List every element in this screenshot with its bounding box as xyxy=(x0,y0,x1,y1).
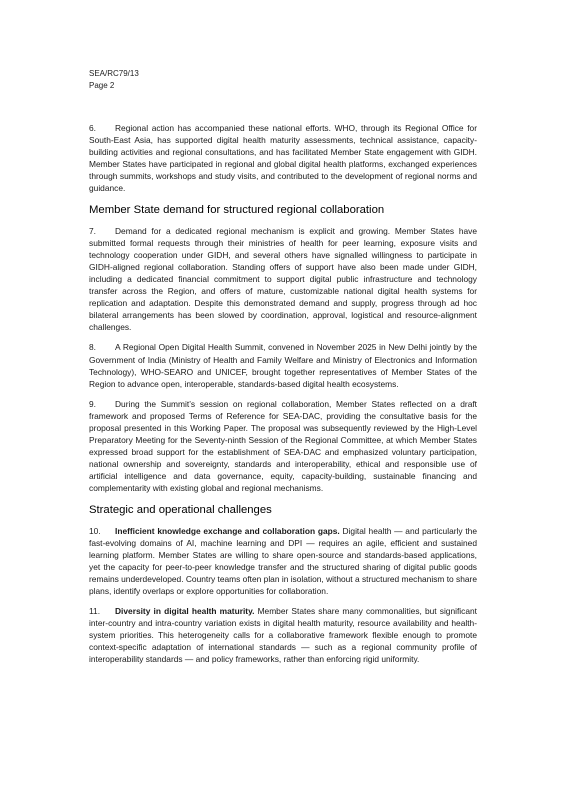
paragraph-lead-heading: Inefficient knowledge exchange and collaboration gaps. xyxy=(115,525,340,536)
paragraph-9 xyxy=(89,398,477,495)
paragraph-6 xyxy=(89,122,477,195)
paragraph-8 xyxy=(89,341,477,389)
paragraph-text: A Regional Open Digital Health Summit, convened in November 2025 in New Delhi jointly by the Government of India (Ministry of Health and Family Welfare and Ministry of Electronics and Information Technology), WHO-SEARO and UNICEF, brought together representatives of Member States of the Region to advance open, interoperable, standards-based digital health ecosystems. xyxy=(89,342,477,389)
section-heading-demand: Member State demand for structured regional collaboration xyxy=(89,203,385,216)
document-body xyxy=(89,122,477,674)
paragraph-number: 8. xyxy=(89,342,96,353)
paragraph-text: Regional action has accompanied these national efforts. WHO, through its Regional Office for South-East Asia, has supported digital health maturity assessments, technical assistance, capacity-building activities and regional consultations, and has facilitated Member State engagement with GIDH. Member States have participated in regional and global digital health platforms, exchanged experiences through summits, workshops and study visits, and contributed to the development of regional norms and guidance. xyxy=(89,123,477,194)
paragraph-number: 10. xyxy=(89,525,101,536)
paragraph-11 xyxy=(89,605,477,665)
section-heading-challenges: Strategic and operational challenges xyxy=(89,503,272,516)
paragraph-number: 11. xyxy=(89,606,101,617)
paragraph-number: 6. xyxy=(89,123,96,133)
page-number: Page 2 xyxy=(89,81,115,90)
paragraph-text: During the Summit’s session on regional collaboration, Member States reflected on a draft framework and proposed Terms of Reference for SEA-DAC, providing the consultative basis for the proposal presented in this Working Paper. The proposal was subsequently reviewed by the High-Level Preparatory Meeting for the Seventy-ninth Session of the Regional Committee, at which Member States expressed broad support for the establishment of SEA-DAC and emphasized voluntary participation, national ownership and sovereignty, standards and interoperability, ethical and responsible use of artificial intelligence and data governance, equity, capacity-building, sustainable financing and complementarity with existing global and regional mechanisms. xyxy=(89,398,477,494)
paragraph-10 xyxy=(89,525,477,598)
paragraph-text: Member States share many commonalities, but significant inter-country and intra-country variation exists in digital health maturity, resource availability and health-system priorities. This heterogeneity calls for a collaborative framework flexible enough to promote context-specific adaptation of international standards — such as a regional community profile of interoperability standards — and policy frameworks, rather than enforcing rigid uniformity. xyxy=(89,606,477,665)
paragraph-text: Demand for a dedicated regional mechanism is explicit and growing. Member States have submitted formal requests through their ministries of health for peer learning, exposure visits and technology cooperation under GIDH, and several others have signalled willingness to participate in GIDH-aligned regional collaboration. Standing offers of support have also been made under GIDH, including a dedicated financial commitment to support digital public infrastructure and technology transfer across the Region, and offers of mature, customizable national digital health systems for replication and adaptation. Despite this demonstrated demand and supply, progress through ad hoc bilateral arrangements has been slowed by coordination, approval, logistical and resource-alignment challenges. xyxy=(89,225,477,333)
page-header xyxy=(89,68,139,92)
paragraph-7 xyxy=(89,225,477,334)
paragraph-text: Digital health — and particularly the fast-evolving domains of AI, machine learning and DPI — requires an agile, efficient and sustained learning platform. Member States are willing to share open-source and standards-based applications, yet the capacity for peer-to-peer knowledge transfer and the structured sharing of digital public goods remains underdeveloped. Country teams often plan in isolation, without a structured mechanism to share plans, identify overlaps or explore opportunities for collaboration. xyxy=(89,525,477,596)
paragraph-lead-heading: Diversity in digital health maturity. xyxy=(115,606,255,617)
document-code: SEA/RC79/13 xyxy=(89,69,139,78)
paragraph-number: 7. xyxy=(89,225,96,236)
paragraph-number: 9. xyxy=(89,398,96,409)
